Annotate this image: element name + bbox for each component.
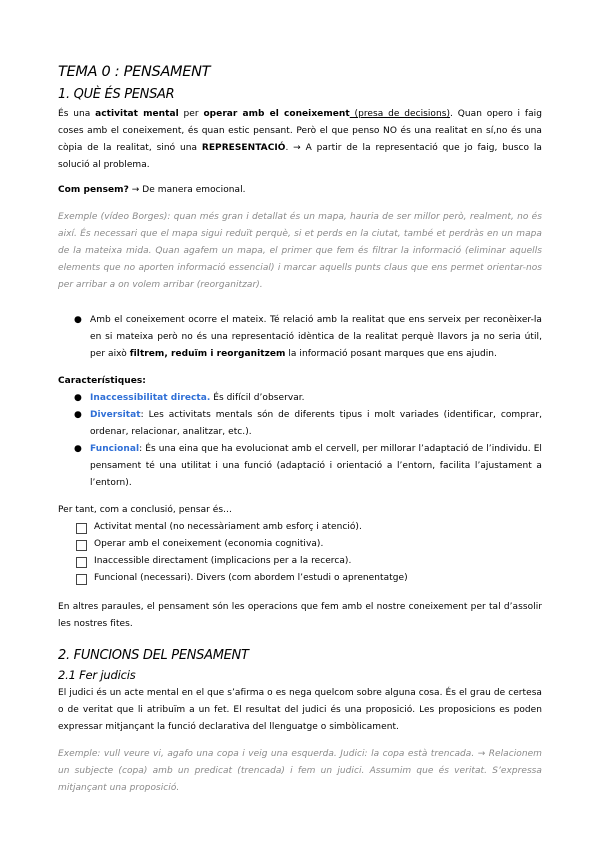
judici-paragraph: El judici és un acte mental en el que s’afirma o es nega quelcom sobre alguna cosa. És el grau de certesa o de veritat que li atribuïm a un fet. El resultat del judici és una proposició. Les proposicions es poden expressar mitjançant la funció declarativa del llenguatge o simbòlicament. xyxy=(58,688,542,732)
conclusion-intro: Per tant, com a conclusió, pensar és... xyxy=(58,505,232,515)
com-pensem-line: Com pensem? → De manera emocional. xyxy=(58,185,246,195)
list-item: ● Amb el coneixement ocorre el mateix. Té relació amb la realitat que ens serveix per reconèixer-la en si mateixa però no és una representació idèntica de la realitat perquè llavors ja no seria útil, per això filtrem, reduïm i reorganitzem la informació posant marques que ens ajudin. xyxy=(58,312,542,363)
list-item: Inaccessible directament (implicacions per a la recerca). xyxy=(58,553,542,570)
characteristics-heading: Característiques: xyxy=(58,376,146,386)
list-item: Funcional (necessari). Divers (com abordem l’estudi o aprenentatge) xyxy=(58,570,542,587)
summary-paragraph: En altres paraules, el pensament són les operacions que fem amb el nostre coneixement per tal d’assolir les nostres fites. xyxy=(58,602,542,629)
bullet-icon: ● xyxy=(74,315,82,325)
list-item: ● Inaccessibilitat directa. És difícil d’observar. xyxy=(58,390,542,407)
checkbox-icon[interactable] xyxy=(76,523,87,534)
coneixement-bullet-list xyxy=(58,312,542,363)
checkbox-icon[interactable] xyxy=(76,540,87,551)
bullet-icon: ● xyxy=(74,393,82,403)
checkbox-icon[interactable] xyxy=(76,557,87,568)
borges-example: Exemple (vídeo Borges): quan més gran i detallat és un mapa, hauria de ser millor però, realment, no és així. És necessari que el mapa sigui reduït perquè, si et perds en la ciutat, també et perdràs en un mapa de la mateixa mida. Quan agafem un mapa, el primer que fem és filtrar la informació (eliminar aquells elements que no aporten informació essencial) i marcar aquells punts claus que ens permet orientar-nos per arribar a on volem arribar (reorganitzar). xyxy=(58,212,542,290)
characteristics-list xyxy=(58,390,542,492)
document-page xyxy=(58,58,542,797)
document-title: TEMA 0 : PENSAMENT xyxy=(58,64,211,80)
section-1-heading: 1. QUÈ ÉS PENSAR xyxy=(58,87,175,102)
conclusion-checklist xyxy=(58,519,542,587)
checkbox-icon[interactable] xyxy=(76,574,87,585)
list-item: ● Diversitat: Les activitats mentals són de diferents tipus i molt variades (identificar, comprar, ordenar, relacionar, analitzar, etc.). xyxy=(58,407,542,441)
bullet-icon: ● xyxy=(74,444,82,454)
list-item: ● Funcional: És una eina que ha evolucionat amb el cervell, per millorar l’adaptació de l’individu. El pensament té una utilitat i una funció (adaptació i orientació a l’entorn, facilita l’ajustament a l’entorn). xyxy=(58,441,542,492)
intro-paragraph: És una activitat mental per operar amb el coneixement (presa de decisions). Quan opero i faig coses amb el coneixement, és quan estic pensant. Però el que penso NO és una realitat en sí,no és una còpia de la realitat, sinó una REPRESENTACIÓ. → A partir de la representació que jo faig, busco la solució al problema. xyxy=(58,109,542,170)
judici-example: Exemple: vull veure vi, agafo una copa i veig una esquerda. Judici: la copa està trencada. → Relacionem un subjecte (copa) amb un predicat (trencada) i fem un judici. Assumim que és veritat. S’expressa mitjançant una proposició. xyxy=(58,749,542,793)
list-item: Activitat mental (no necessàriament amb esforç i atenció). xyxy=(58,519,542,536)
subsection-2-1-heading: 2.1 Fer judicis xyxy=(58,668,136,682)
section-2-heading: 2. FUNCIONS DEL PENSAMENT xyxy=(58,648,249,663)
list-item: Operar amb el coneixement (economia cognitiva). xyxy=(58,536,542,553)
bullet-icon: ● xyxy=(74,410,82,420)
